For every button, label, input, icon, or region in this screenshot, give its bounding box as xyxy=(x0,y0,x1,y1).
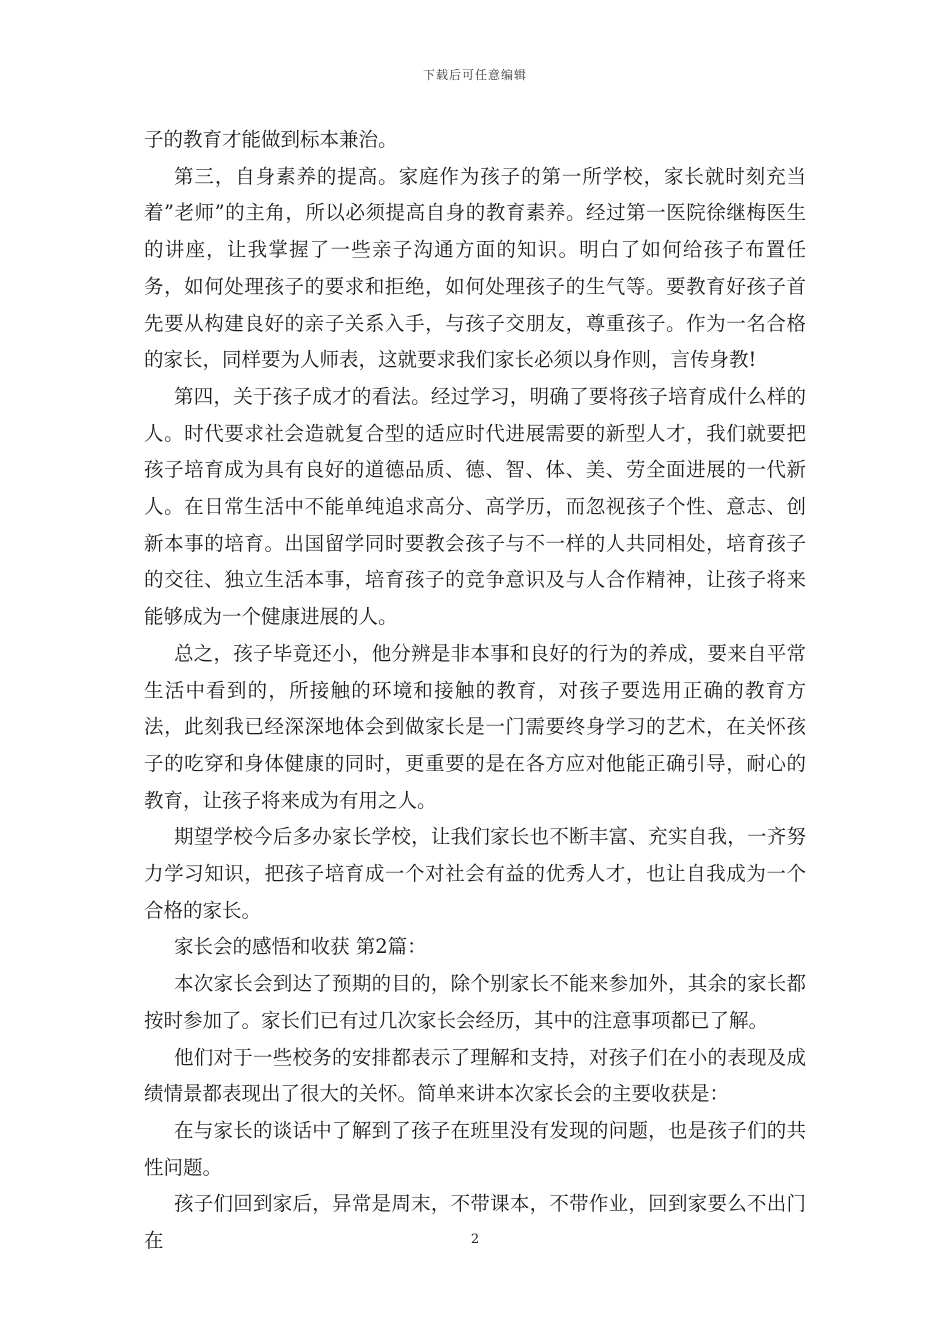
paragraph-10: 孩子们回到家后，异常是周末，不带课本，不带作业，回到家要么不出门在 xyxy=(144,1192,806,1253)
paragraph-2: 第三，自身素养的提高。家庭作为孩子的第一所学校，家长就时刻充当着”老师”的主角，所以必须提高自身的教育素养。经过第一医院徐继梅医生的讲座，让我掌握了一些亲子沟通方面的知识。明白了如何给孩子布置任务，如何处理孩子的要求和拒绝，如何处理孩子的生气等。要教育好孩子首先要从构建良好的亲子关系入手，与孩子交朋友，尊重孩子。作为一名合格的家长，同样要为人师表，这就要求我们家长必须以身作则，言传身教! xyxy=(144,164,806,372)
document-body xyxy=(144,122,806,1260)
paragraph-3: 第四，关于孩子成才的看法。经过学习，明确了要将孩子培育成什么样的人。时代要求社会造就复合型的适应时代进展需要的新型人才，我们就要把孩子培育成为具有良好的道德品质、德、智、体、美、劳全面进展的一代新人。在日常生活中不能单纯追求高分、高学历，而忽视孩子个性、意志、创新本事的培育。出国留学同时要教会孩子与不一样的人共同相处，培育孩子的交往、独立生活本事，培育孩子的竞争意识及与人合作精神，让孩子将来能够成为一个健康进展的人。 xyxy=(144,384,806,629)
page-number: 2 xyxy=(470,1232,480,1247)
paragraph-4: 总之，孩子毕竟还小，他分辨是非本事和良好的行为的养成，要来自平常生活中看到的，所接触的环境和接触的教育，对孩子要选用正确的教育方法，此刻我已经深深地体会到做家长是一门需要终身学习的艺术，在关怀孩子的吃穿和身体健康的同时，更重要的是在各方应对他能正确引导，耐心的教育，让孩子将来成为有用之人。 xyxy=(144,641,806,812)
paragraph-8: 他们对于一些校务的安排都表示了理解和支持，对孩子们在小的表现及成绩情景都表现出了很大的关怀。简单来讲本次家长会的主要收获是： xyxy=(144,1045,806,1106)
paragraph-1: 子的教育才能做到标本兼治。 xyxy=(144,128,398,151)
paragraph-9: 在与家长的谈话中了解到了孩子在班里没有发现的问题，也是孩子们的共性问题。 xyxy=(144,1118,806,1179)
paragraph-7: 本次家长会到达了预期的目的，除个别家长不能来参加外，其余的家长都按时参加了。家长们已有过几次家长会经历，其中的注意事项都已了解。 xyxy=(144,972,806,1032)
paragraph-5: 期望学校今后多办家长学校，让我们家长也不断丰富、充实自我，一齐努力学习知识，把孩子培育成一个对社会有益的优秀人才，也让自我成为一个合格的家长。 xyxy=(144,825,806,922)
section-heading: 家长会的感悟和收获 第2篇： xyxy=(174,935,427,959)
page-header: 下载后可任意编辑 xyxy=(422,68,527,82)
